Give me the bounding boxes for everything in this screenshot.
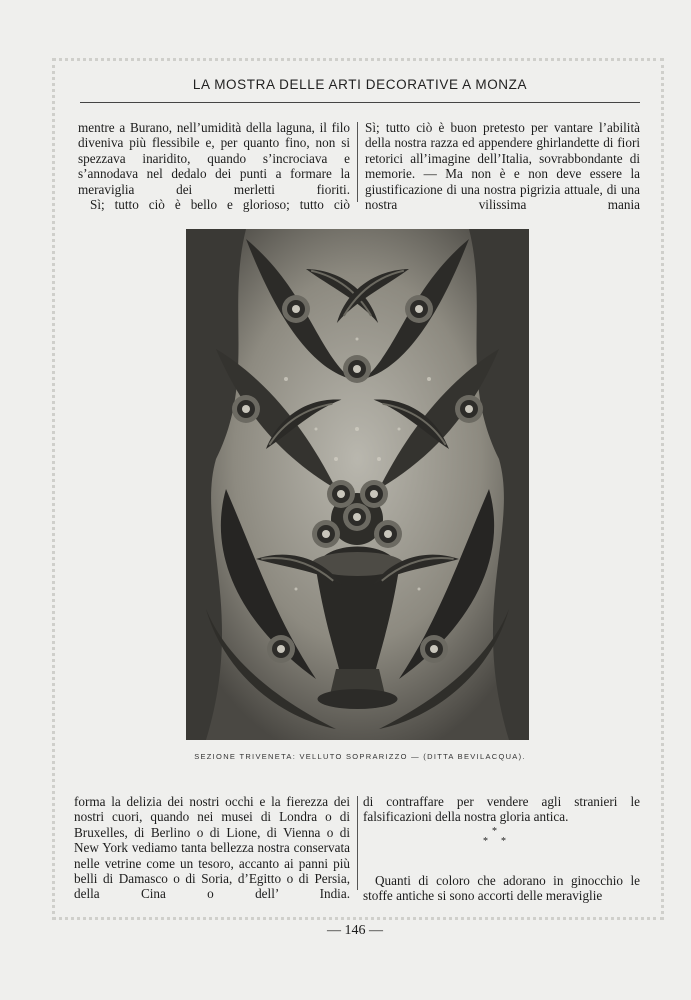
- velvet-fabric-illustration: [186, 229, 529, 740]
- paragraph: Sì; tutto ciò è bello e glorioso; tutto ciò: [90, 197, 350, 213]
- damask-pattern-image: [186, 229, 529, 740]
- figure-caption: SEZIONE TRIVENETA: VELLUTO SOPRARIZZO — (DITTA BEVILACQUA).: [194, 752, 526, 761]
- asterism-glyph: *: [492, 826, 497, 837]
- top-right-column: [365, 120, 640, 212]
- paragraph: Sì; tutto ciò è buon pretesto per vantare l’abilità della nostra razza ed appendere ghirlandette di fiori retorici all’imagine dell’Italia, sovrabbondante di memorie. — Ma non è e non deve essere la giustificazione di una nostra pigrizia attuale, di una nostra vilissima mania: [365, 120, 640, 213]
- paragraph: forma la delizia dei nostri occhi e la fierezza dei nostri cuori, quando nei musei di Londra o di Bruxelles, di Berlino o di Lione, di Vienna o di New York vediamo tanta bellezza nostra conservata nelle vetrine come un tesoro, accanto ai panni più belli di Damasco o di Soria, d’Egitto o di Persia, della Cina o dell’ India.: [74, 794, 350, 902]
- paragraph: mentre a Burano, nell’umidità della laguna, il filo diveniva più flessibile e, per quanto fino, non si spezzava inaridito, quando s’incrociava e s’annodava nel dedalo dei punti a formare la meraviglia dei merletti fioriti.: [78, 120, 350, 197]
- asterism-glyph: *: [501, 836, 506, 847]
- paragraph: Quanti di coloro che adorano in ginocchio le stoffe antiche si sono accorti delle meraviglie: [363, 872, 640, 904]
- asterism-separator: [475, 826, 515, 854]
- header-rule: [80, 102, 640, 103]
- bottom-left-column: [74, 794, 350, 902]
- paragraph: di contraffare per vendere agli stranieri le falsificazioni della nostra gloria antica.: [363, 794, 640, 825]
- page-number: — 146 —: [327, 923, 383, 938]
- running-head: LA MOSTRA DELLE ARTI DECORATIVE A MONZA: [192, 77, 528, 92]
- top-left-column: [78, 120, 350, 212]
- column-divider: [357, 796, 358, 890]
- column-divider: [357, 122, 358, 202]
- asterism-glyph: *: [483, 836, 488, 847]
